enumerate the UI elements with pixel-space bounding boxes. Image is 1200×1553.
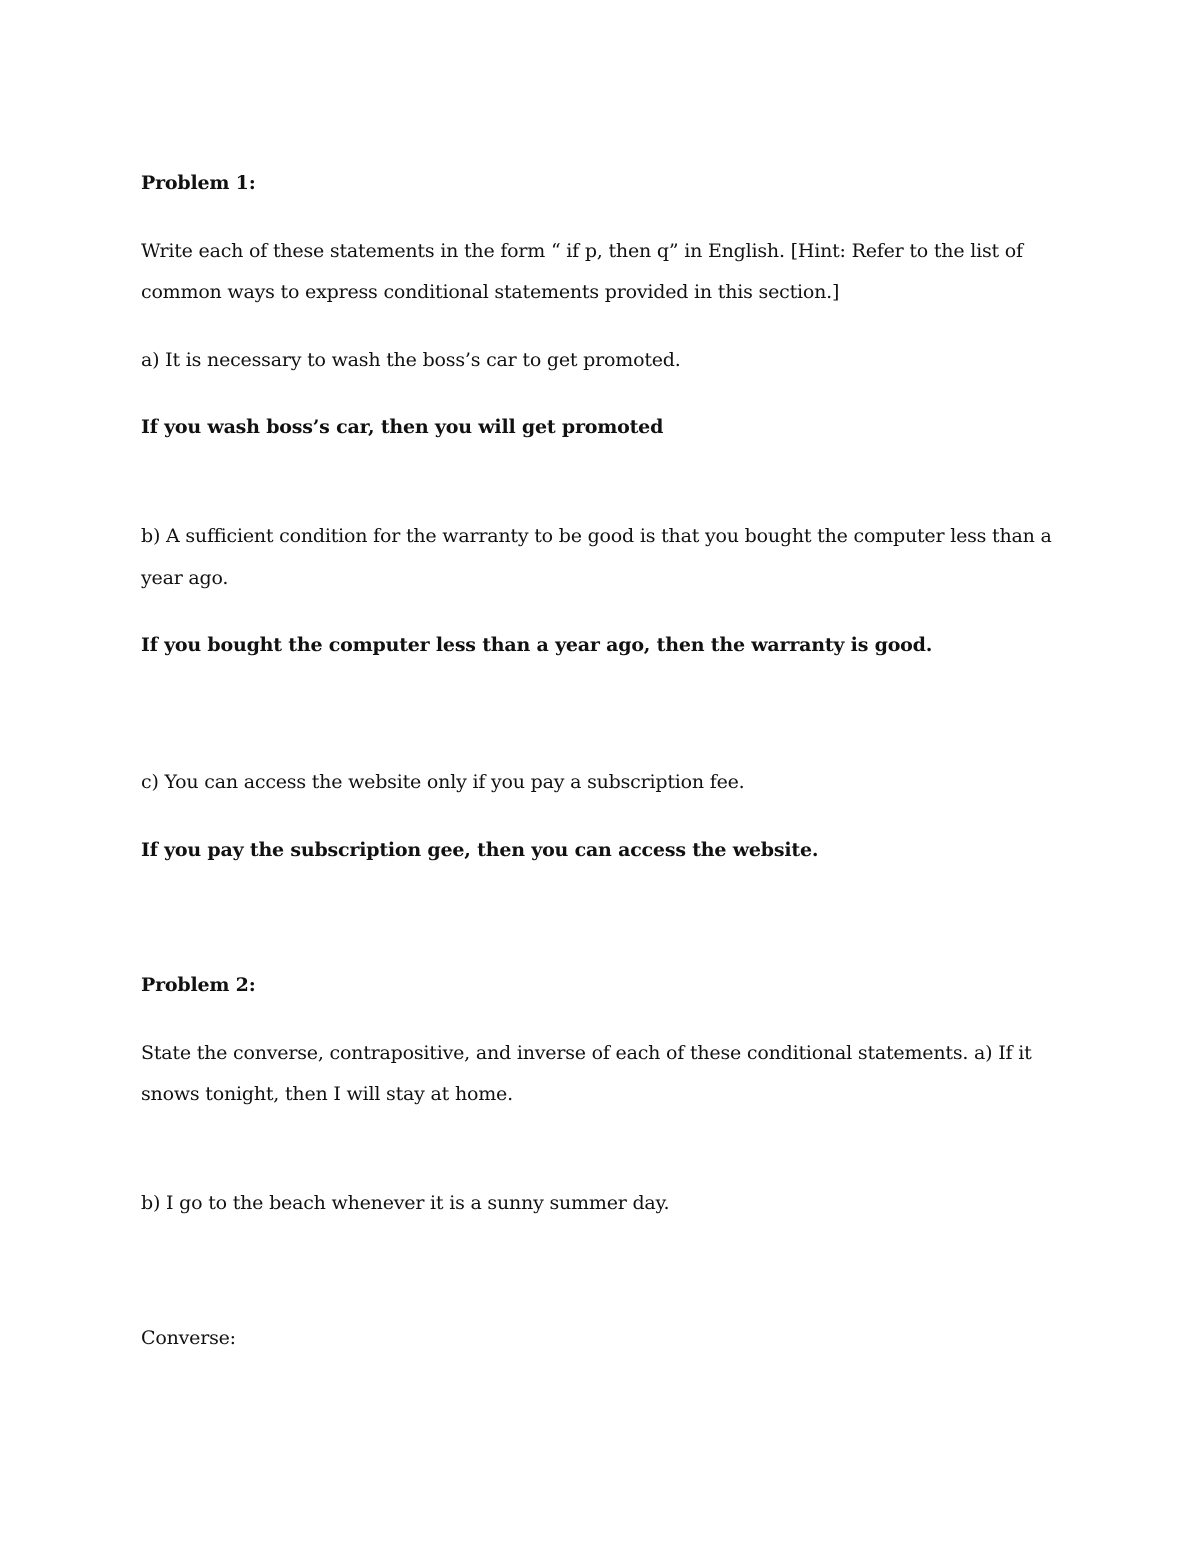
problem1-b-statement-line1: b) A sufficient condition for the warranty to be good is that you bought the computer less than a: [141, 525, 1052, 547]
problem2-heading: Problem 2:: [141, 974, 256, 996]
converse-label: Converse:: [141, 1327, 236, 1349]
problem1-a-answer: If you wash boss’s car, then you will get promoted: [141, 416, 664, 438]
problem1-heading: Problem 1:: [141, 172, 256, 194]
problem1-instruction-line1: Write each of these statements in the form “ if p, then q” in English. [Hint: Refer to the list of: [141, 240, 1023, 262]
problem2-instruction-line2: snows tonight, then I will stay at home.: [141, 1083, 513, 1105]
problem2-b-statement: b) I go to the beach whenever it is a sunny summer day.: [141, 1192, 670, 1214]
problem1-b-answer: If you bought the computer less than a year ago, then the warranty is good.: [141, 634, 933, 656]
problem1-instruction-line2: common ways to express conditional statements provided in this section.]: [141, 281, 840, 303]
problem1-c-statement: c) You can access the website only if you pay a subscription fee.: [141, 771, 745, 793]
problem1-c-answer: If you pay the subscription gee, then you can access the website.: [141, 839, 819, 861]
problem1-b-statement-line2: year ago.: [141, 567, 229, 589]
problem2-instruction-line1: State the converse, contrapositive, and inverse of each of these conditional statements. a) If it: [141, 1042, 1032, 1064]
problem1-a-statement: a) It is necessary to wash the boss’s car to get promoted.: [141, 349, 681, 371]
